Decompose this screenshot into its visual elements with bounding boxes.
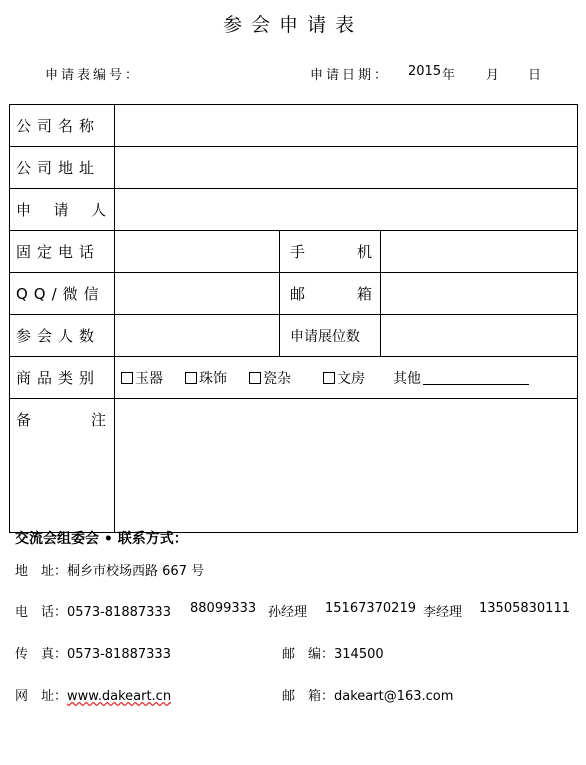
month-unit: 月 — [486, 68, 500, 83]
application-date-label: 申请日期： — [310, 68, 391, 83]
day-unit: 日 — [528, 68, 542, 83]
booth-count-field[interactable] — [381, 315, 578, 357]
row-phone — [10, 231, 578, 273]
checkbox[interactable] — [185, 372, 197, 384]
checkbox[interactable] — [323, 372, 335, 384]
fax-label: 传 真： — [15, 647, 68, 662]
row-company-name — [10, 105, 578, 147]
category-other-field[interactable] — [423, 370, 529, 385]
row-qq-email — [10, 273, 578, 315]
page-title: 参会申请表 — [222, 14, 363, 36]
qq-wechat-label: QQ/微信 — [10, 273, 115, 315]
remarks-field[interactable] — [115, 399, 578, 533]
phone-label: 电 话： — [15, 605, 68, 620]
company-name-label: 公司名称 — [10, 105, 115, 147]
year-unit: 年 — [442, 68, 456, 83]
contact-website-line — [15, 685, 171, 704]
contact-postcode-line — [282, 643, 384, 662]
contact-fax-line — [15, 643, 171, 662]
postcode-label: 邮 编： — [282, 647, 335, 662]
landline-field[interactable] — [115, 231, 280, 273]
company-address-field[interactable] — [115, 147, 578, 189]
contact-sun: 孙经理 — [268, 605, 308, 620]
booth-count-label: 申请展位数 — [280, 315, 381, 357]
category-other-label: 其他 — [393, 370, 421, 387]
application-number-label: 申请表编号： — [45, 68, 142, 83]
year-value: 2015 — [408, 64, 442, 79]
phone-sun: 15167370219 — [325, 601, 416, 616]
attendees-field[interactable] — [115, 315, 280, 357]
address-label: 地 址： — [15, 564, 68, 579]
category-option-jade[interactable]: 玉器 — [121, 368, 163, 388]
phone-2: 88099333 — [190, 601, 257, 616]
category-option-porcelain[interactable]: 瓷杂 — [249, 368, 291, 388]
contact-email-value[interactable]: dakeart@163.com — [334, 689, 454, 704]
checkbox[interactable] — [121, 372, 133, 384]
category-option-stationery[interactable]: 文房 — [323, 368, 365, 388]
category-label: 商品类别 — [10, 357, 115, 399]
landline-label: 固定电话 — [10, 231, 115, 273]
qq-wechat-field[interactable] — [115, 273, 280, 315]
applicant-field[interactable] — [115, 189, 578, 231]
email-label: 邮 箱 — [280, 273, 381, 315]
row-applicant — [10, 189, 578, 231]
contact-email-label: 邮 箱： — [282, 689, 335, 704]
address-value: 桐乡市校场西路 667 号 — [67, 564, 205, 579]
row-remarks — [10, 399, 578, 533]
fax-value: 0573-81887333 — [67, 647, 171, 662]
phone-li: 13505830111 — [479, 601, 570, 616]
mobile-label: 手 机 — [280, 231, 381, 273]
company-address-label: 公司地址 — [10, 147, 115, 189]
website-label: 网 址： — [15, 689, 68, 704]
contact-email-line — [282, 685, 453, 704]
mobile-field[interactable] — [381, 231, 578, 273]
company-name-field[interactable] — [115, 105, 578, 147]
email-field[interactable] — [381, 273, 578, 315]
checkbox[interactable] — [249, 372, 261, 384]
application-form-table — [9, 104, 578, 533]
contact-address-line — [15, 560, 204, 579]
remarks-label: 备 注 — [10, 399, 115, 533]
website-link[interactable]: www.dakeart.cn — [67, 689, 172, 704]
row-category — [10, 357, 578, 399]
postcode-value: 314500 — [334, 647, 384, 662]
row-attendees — [10, 315, 578, 357]
attendees-label: 参会人数 — [10, 315, 115, 357]
contact-title: 交流会组委会 • 联系方式： — [15, 531, 188, 547]
contact-li: 李经理 — [423, 605, 463, 620]
row-company-address — [10, 147, 578, 189]
category-options — [115, 357, 578, 399]
applicant-label: 申 请 人 — [10, 189, 115, 231]
category-option-beads[interactable]: 珠饰 — [185, 368, 227, 388]
phone-1: 0573-81887333 — [67, 605, 171, 620]
contact-phone-line — [15, 601, 171, 620]
